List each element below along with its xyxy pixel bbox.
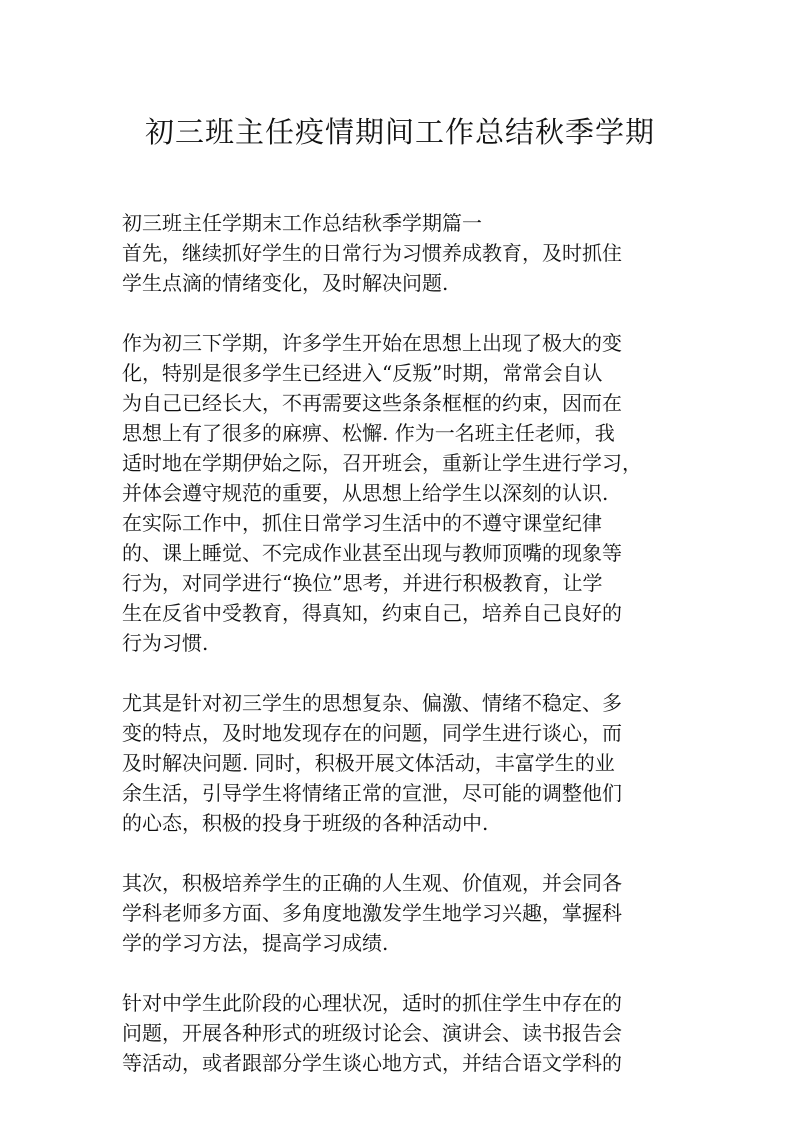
document-title: 初三班主任疫情期间工作总结秋季学期 [144, 115, 655, 149]
paragraph-gap [122, 958, 682, 988]
text-line: 的心态，积极的投身于班级的各种活动中. [122, 811, 489, 835]
text-line: 化，特别是很多学生已经进入“反叛”时期，常常会自认 [122, 361, 603, 385]
text-line: 生在反省中受教育，得真知，约束自己，培养自己良好的 [122, 601, 622, 625]
paragraph [122, 688, 682, 838]
text-line: 作为初三下学期，许多学生开始在思想上出现了极大的变 [122, 331, 622, 355]
text-line: 其次，积极培养学生的正确的人生观、价值观，并会同各 [122, 871, 622, 895]
text-line: 等活动，或者跟部分学生谈心地方式，并结合语文学科的 [122, 1051, 622, 1075]
text-line: 余生活，引导学生将情绪正常的宣泄，尽可能的调整他们 [122, 781, 622, 805]
text-line: 的、课上睡觉、不完成作业甚至出现与教师顶嘴的现象等 [122, 541, 622, 565]
paragraph-gap [122, 298, 682, 328]
text-line: 思想上有了很多的麻痹、松懈. 作为一名班主任老师，我 [122, 421, 615, 445]
text-line: 尤其是针对初三学生的思想复杂、偏激、情绪不稳定、多 [122, 691, 622, 715]
text-line: 学的学习方法，提高学习成绩. [122, 931, 389, 955]
paragraph [122, 868, 682, 958]
text-line: 问题，开展各种形式的班级讨论会、演讲会、读书报告会 [122, 1021, 622, 1045]
paragraph-gap [122, 838, 682, 868]
paragraph [122, 328, 682, 658]
paragraph [122, 208, 682, 298]
document-body [122, 208, 682, 1078]
text-line: 学科老师多方面、多角度地激发学生地学习兴趣，掌握科 [122, 901, 622, 925]
text-line: 学生点滴的情绪变化，及时解决问题. [122, 271, 449, 295]
text-line: 变的特点，及时地发现存在的问题，同学生进行谈心，而 [122, 721, 622, 745]
text-line: 行为，对同学进行“换位”思考，并进行积极教育，让学 [122, 571, 603, 595]
text-line: 初三班主任学期末工作总结秋季学期篇一 [122, 211, 482, 235]
text-line: 及时解决问题. 同时，积极开展文体活动，丰富学生的业 [122, 751, 615, 775]
text-line: 首先，继续抓好学生的日常行为习惯养成教育，及时抓住 [122, 241, 622, 265]
text-line: 行为习惯. [122, 631, 209, 655]
text-line: 并体会遵守规范的重要，从思想上给学生以深刻的认识. [122, 481, 609, 505]
text-line: 在实际工作中，抓住日常学习生活中的不遵守课堂纪律 [122, 511, 602, 535]
text-line: 适时地在学期伊始之际，召开班会，重新让学生进行学习， [122, 451, 642, 475]
text-line: 为自己已经长大，不再需要这些条条框框的约束，因而在 [122, 391, 622, 415]
paragraph-gap [122, 658, 682, 688]
text-line: 针对中学生此阶段的心理状况，适时的抓住学生中存在的 [122, 991, 622, 1015]
paragraph [122, 988, 682, 1078]
